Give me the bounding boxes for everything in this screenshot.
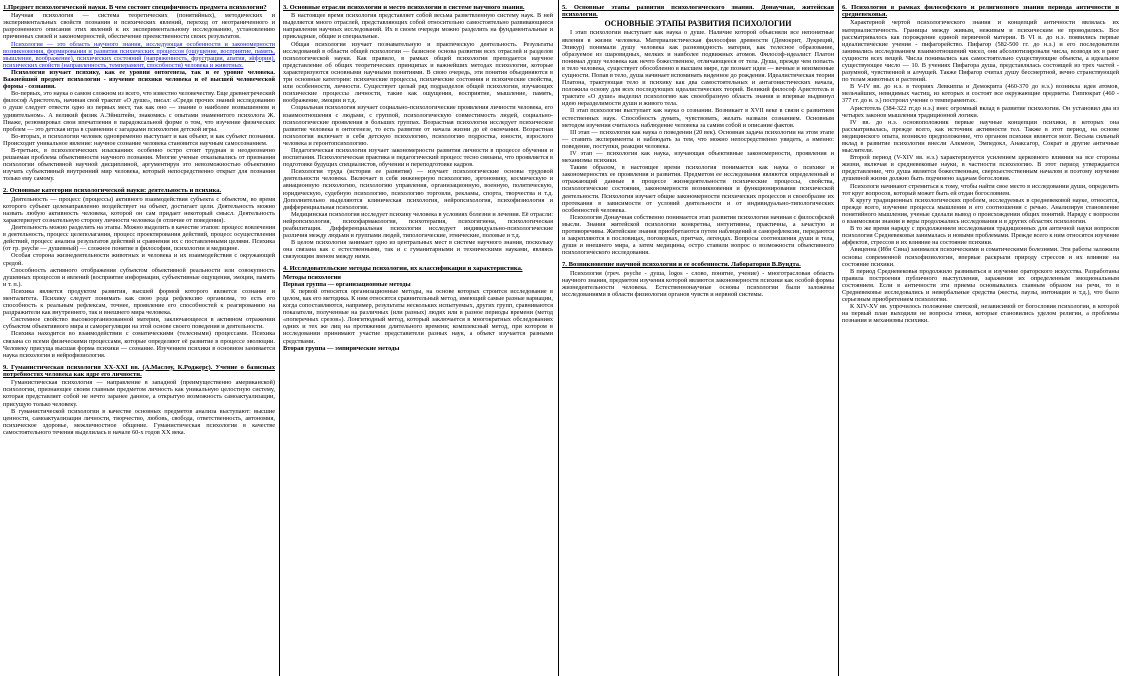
- paragraph: К кругу традиционных психологических проблем, исследуемых в средневековой науке, относятся, прежде всего, изучение процесса мышления и его соотношения с речью. Анализируя становление понятийного мышления, ученые сделали вывод о происхождении общих понятий. Наряду с вопросом о взаимосвязи знания и веры продолжались исследования и в других областях психологии.: [842, 196, 1119, 226]
- section-heading: 6. Психология в рамках философского и религиозного знания периода античности и средневековья.: [842, 4, 1119, 19]
- subheading: Вторая группа — эмпирические методы: [283, 344, 400, 352]
- paragraph: Системное свойство высокоорганизованной материи, заключающееся в активном отражении субъектом объективного мира и саморегуляции на этой основе своего поведения и деятельности.: [3, 316, 275, 331]
- text-column-1: [3, 4, 275, 672]
- section-heading: 9. Гуманистическая психология ХХ-ХХI вв. (А.Маслоу, К.Роджерс). Учение о базисных потребностях человека как ядре его личности.: [3, 363, 275, 379]
- paragraph: В-третьих, в психологических изысканиях особенно остро стоит трудная и неоднозначно решаемая проблема объективности научного познания. Многие ученые отказывались от признания психологии объективной научной дисциплиной, аргументируя это невозможностью объективно изучать субъективный внутренний мир человека, который непосредственно открыт для познания только ему самому.: [3, 146, 275, 183]
- paragraph: Педагогическая психология изучает закономерности развития личности в процессе обучения и воспитания. Психологическая практика и педагогический процесс тесно связаны, что проявляется в подготовке будущих специалистов, обучении и переподготовке кадров.: [283, 146, 553, 169]
- paragraph: I этап психологии выступает как наука о душе. Наличие которой объясняли все непонятные явления в жизни человека. Материалистическая философия древности (Демокрит, Лукреций, Эпикур) понимали душу человека как разновидность материи, как телесное образование, образуемое из шаровидных, мелких и наиболее подвижных атомов. Философ-идеалист Платон понимал душу человека как нечто божественное, отличающееся от тела. Душа, прежде чем попасть в тело человека, существует обособленно в высшем мире, где познает идеи — вечные и неизменные сущности. Попав в тело, душа начинает вспоминать виденное до рождения. Идеалистическая теория Платона, трактующая тело и психику как два самостоятельных и антагонистических начала, положила основу для всех последующих идеалистических теорий. Великий философ Аристотель в трактате «О душе» выделил психологию как своеобразную область знания и впервые выдвинул идею неразделимости души и живого тела.: [562, 29, 834, 108]
- paragraph: III этап — психология как наука о поведении (20 век). Основная задача психологии на этом этапе — ставить эксперименты и наблюдать за тем, что можно непосредственно увидеть, а именно: поведение, поступки, реакции человека.: [562, 128, 834, 150]
- paragraph: В настоящее время психология представляет собой весьма разветвленную систему наук. В ней выделяется много отраслей, представляющих собой относительно самостоятельно развивающиеся направления научных исследований. Их в своем очереди можно разделить на фундаментальные и прикладные, общие и специальные.: [283, 12, 553, 41]
- paragraph: В целом психология занимает одно из центральных мест в системе научного знания, поскольку она связана как с естественными, так и с гуманитарными и техническими науками, являясь связующим звеном между ними.: [283, 239, 553, 261]
- paragraph: Во-вторых, в психологии человек одновременно выступает и как объект, и как субъект познания. Происходит уникальное явление: научное сознание человека становится научным самосознанием.: [3, 132, 275, 147]
- paragraph: Деятельность можно разделить на этапы. Можно выделить в качестве этапов: процесс вовлечения в деятельность, процесс целеполагания, процесс проектирования действий, процесс осуществления действий, процесс анализа результатов действий и сравнения их с поставленными целями. Психика (от гр. psyche — душевный) — сложное понятие в философии, психологии и медицине.: [3, 224, 275, 253]
- section-heading: 2. Основные категории психологической науки: деятельность и психика.: [3, 187, 222, 195]
- paragraph: В V-IV вв. до н.э. в теориях Левкиппа и Демокрита (460-370 до н.э.) возникла идея атомов, мельчайших, невидимых частиц, из которых и состоят все окружающие предметы. Гиппократ (460 - 377 гг. до н. э.) построил учение о темпераментах.: [842, 83, 1119, 105]
- paragraph: Авиценна (Ибн Сина) занимался психическими и соматическими болезнями. Эти работы заложили основы современной психофизиологии, впервые раскрыли природу стрессов и их влияние на состояние психики.: [842, 246, 1119, 268]
- paragraph: Общая психология изучает познавательную и практическую деятельность. Результаты исследований в области общей психологии — базисное основа развития всех отраслей и разделов психологической науки. Как правило, в рамках общей психологии преподается научное представление об общих теоретических принципах и важнейших методах психологии, которые характеризуются основными научными понятиями. В свою очередь, эти понятия объединяются в три основные категории: психические процессы, психические состояния и психические свойства, или особенности, личности. Существует целый ряд подразделов общей психологии, изучающих психические процессы личности, такие как ощущения, восприятие, мышление, память, воображение, эмоции и т.д.: [283, 40, 553, 105]
- text-column-2: [283, 4, 553, 672]
- text-column-4: [842, 4, 1119, 672]
- paragraph: IV этап — психология как наука, изучающая объективные закономерности, проявления и механизмы психики.: [562, 150, 834, 165]
- paragraph: В период Средневековья продолжило развиваться и изучение ораторского искусства. Разработаны правила построения публичного выступления, заражения их определенным эмоциональным состоянием. Если в античности эти приемы основывались главным образом на речи, то в Средневековье исследовались и невербальные средства (жесты, паузы, интонации и т.д.), что было серьезным приобретением психологии.: [842, 267, 1119, 304]
- paragraph: К XIV-XV вв. упрочилось положение светской, независимой от богословия психологии, в которой на первый план выходили не вопросы этики, которые становились уделом религии, а проблемы познания и механизмы психики.: [842, 303, 1119, 325]
- column-divider: [838, 0, 839, 676]
- column-divider: [558, 0, 559, 676]
- paragraph: Аристотель (384-322 гг.до н.э.) внес огромный вклад в развитие психологии. Он установил два из четырех законов мышления традиционной логики.: [842, 104, 1119, 119]
- paragraph: Социальная психология изучает социально-психологические проявления личности человека, его взаимоотношения с людьми, с группой, психологическую совместимость людей, социально-психологические проявления в больших группах. Возрастная психология исследует психическое развитие человека в онтогенезе, то есть развитие от начала жизни до её окончания. Возрастная психология включает в себя детскую психологию, психологию подростка, юности, взрослого человека и геронтопсихологию.: [283, 104, 553, 147]
- paragraph: Таким образом, в настоящее время психология понимается как наука о психике и закономерностях ее проявления и развития. Предметом ее исследования являются определенный и отражающий данные в процессе жизнедеятельности психические процессы, свойства, психологические состояния, закономерности возникновения и функционирования психической деятельности. Психология изучает общие закономерности психических процессов и своеобразие их протекания в зависимости от условий деятельности и от индивидуально-типологических особенностей человека.: [562, 164, 834, 214]
- column-divider: [279, 0, 280, 676]
- paragraph: Способность активного отображения субъектом объективной реальности или совокупность душевных процессов и явлений (восприятие информации, субъективные ощущения, эмоции, память и т. п.).: [3, 266, 275, 288]
- paragraph: Деятельность — процесс (процессы) активного взаимодействия субъекта с объектом, во время которого субъект целенаправленно воздействует на объект, достигает цели. Деятельность можно назвать любую активность человека, которой он сам придает некоторый смысл. Деятельность характеризует сознательную сторону личности человека (в отличие от поведения).: [3, 195, 275, 224]
- section-heading: 1.Предмет психологической науки. В чем состоит специфичность предмета психологии?: [3, 4, 267, 11]
- subheading: Первая группа — организационные методы: [283, 280, 411, 288]
- paragraph: Психология Донаучная собственно понимается этап развития психологии начиная с философской мысли. Знания житейской психологии конкретны, интуитивны, практичны, а зачастую и противоречивы. Житейские знания приобретаются путем наблюдений и саморефлексии, передаются и закрепляются в пословицах, поговорках, притчах, легендах. Вопросы соотношения души и тела, души и внешнего мира, а затем медицины, остро ставили вопрос о возможности объективного психологического исследования.: [562, 213, 834, 257]
- paragraph: Особая сторона жизнедеятельности животных и человека и их взаимодействия с окружающей средой.: [3, 252, 275, 267]
- paragraph: В гуманистической психологии в качестве основных предметов анализа выступают: высшие ценности, самоактуализация личности, творчество, любовь, свобода, ответственность, автономия, психическое здоровье, межличностное общение. Гуманистическая психология в качестве самостоятельного течения выделилась в начале 60-х годов XX века.: [3, 407, 275, 436]
- paragraph: К первой относятся организационные методы, на основе которых строится исследование в целом, как его методика. К ним относятся сравнительный метод, имеющий самые разные вариации, когда сопоставляются, например, результаты нескольких испытуемых, других групп, сравниваются показатели, полученные на различных (или разных) людях или в разное периоды времени (метод «поперечных срезов»). Лонгитюдный метод, который заключается в многократных обследованиях одних и тех же лиц на протяжении длительного времени; комплексный метод, при котором в исследовании принимают участие представители разных наук, а объект изучается разными средствами.: [283, 287, 553, 345]
- paragraph: IV вв. до н.э. основоположник первые научные концепции психики, в которых она рассматривалась, прежде всего, как источник активности тел. Также в этот период, на основе медицинского опыта, возникло предположение, что органом психики является мозг. Весьма сильный вклад в развитие психологии внесли Алкмеон, Эмпедокл, Анаксагор, Сократ и другие античные мыслители.: [842, 118, 1119, 155]
- paragraph: Психология (греч. psyche - душа, logos - слово, понятие, учение) - многотрасловая область научного знания, предметом изучения которой являются закономерности психики как особой формы жизнедеятельности человека. Естественнонаучные основы психологии были заложены исследованиями в области физиологии органов чувств и нервной системы.: [562, 269, 834, 298]
- paragraph: Психика находится во взаимодействии с соматическими (телесными) процессами. Психика связана со всеми физическими процессами, которые определяют её развитие в процессе эволюции. Человеку присуща высшая форма психики — сознание. Изучением психики в основном занимается наука психология и нейрофизиология.: [3, 330, 275, 359]
- text-column-3: [562, 4, 834, 672]
- paragraph: Психика является продуктом развития, высшей формой которого является сознание и менталитета. Психику следует понимать как свою рода рефлексию организма, то есть его способность к реальным рефлексам, точнее, проявление его способностей к реагированию на раздражители как внутреннего, так и внешнего мира человека.: [3, 287, 275, 317]
- paragraph: В то же время наряду с продолжением исследования традиционных для античной науки вопросов психология Средневековья занималась и новыми проблемами. Прежде всего к ним относятся изучение аффектов, стрессов и их влияние на состояние психики.: [842, 225, 1119, 247]
- subheading: Методы психологии: [283, 273, 341, 281]
- paragraph: Медицинская психология исследует психику человека в условиях болезни и лечения. Её отрасли: нейропсихология, психофармакология, психотерапия, психогигиена, психологическая реабилитация. Дифференциальная психология исследует индивидуально-психологические различия между людьми и группами людей, типологические, этнические, половые и т.д.: [283, 210, 553, 240]
- paragraph: Во-первых, это наука о самом сложном из всего, что известно человечеству. Еще древнегреческий философ Аристотель, начиная свой трактат «О душе», писал: «Среди прочих знаний исследованию о душе следует отвести одно из первых мест, так как оно — знание о наиболее возвышенном и удивительном». А великий физик А.Эйнштейн, знакомясь с опытами знаменитого психолога Ж. Пиаже, резюмировал свои впечатления в парадоксальной форме о том, что изучение физических проблем — это детская игра в сравнении с загадками психологии детской игры.: [3, 90, 275, 133]
- paragraph: Психология изучает психику, как ее уровни онтогенеза, так и ее уровне человека. Важнейший предмет психологии - изучение психики человека и её высшей человеческой формы - сознания.: [3, 68, 275, 91]
- section-heading: 5. Основные этапы развития психологического знания. Донаучная, житейская психология.: [562, 4, 834, 19]
- paragraph: II этап психологии выступает как наука о сознании. Возникает в XVII веке в связи с развитием естественных наук. Способность думать, чувствовать, желать назвали сознанием. Основным методом изучения считалось наблюдение человека за самим собой и описание фактов.: [562, 107, 834, 129]
- paragraph: Научная психология — система теоретических (понятийных), методических и экспериментальных свойств познания и психических явлений, переход от неотраниченного и разрозненного описания этих явлений к их экспериментальному исследованию, установлению причинных связей и закономерностей, обеспечение преемственности своих результатов.: [3, 12, 275, 41]
- section-heading: 7. Возникновение научной психологии и ее особенности. Лаборатория В.Вундта.: [562, 261, 801, 269]
- paragraph: Второй период (V-XIV вв. н.э.) характеризуется усилением церковного влияния на все стороны жизни, включая и средневековые науки, в частности психологию. В этот период утверждается представление, что душа является божественным, сверхъестественным началом и поэтому изучение душевной жизни должно быть подчинено задачам богословия.: [842, 154, 1119, 183]
- paragraph: Психологи начинают стремиться к тому, чтобы найти свое место в исследовании души, определить тот круг вопросов, который может быть ей отдан богословием.: [842, 182, 1119, 197]
- section-heading: 4. Исследовательские методы психологии, их классификация и характеристика.: [283, 265, 523, 273]
- paragraph: Характерной чертой психологического знания и концепций античности являлась их материалистичность. Границы между живым, неживым и психическим не проводились. Все рассматривалось как порождение единой первичной материи. В VI в. до н.э. появились первые идеалистические учения - пифагорейство. Пифагор (582-500 гг. до н.э.) и его последователи занимались исследованием взаимоотношений чисел, они абсолютизировали числа, возводя их в ранг сущности всех вещей. Числа понимались как самостоятельно существующие объекты, а идеальное существующее число — 10. В учениях Пифагора душа, представлялась состоящей из трех частей - разумной, чувственной и алчущей. Также Пифагор считал душу бессмертной, вечно странствующей по телам животных и растений.: [842, 19, 1119, 84]
- paragraph: Психология — это область научного знания, исследующая особенности и закономерности возникновения, формирования и развития психических процессов (ощущение, восприятие, память, мышление, воображение), психических состояний (напряженность, фрустрация, апатия, эйфория), психических свойств (направленность, темперамент, способности) человека и животных.: [3, 40, 275, 69]
- paragraph: Гуманистическая психология — направление в западной (преимущественно американской) психологии, признающее своим главным предметом личность как уникальную целостную систему, которая представляет собой не нечто заранее данное, а открытую возможность самоактуализации, присущую только человеку.: [3, 379, 275, 408]
- section-heading: 3. Основные отрасли психологии и место психологии в системе научного знания.: [283, 4, 525, 11]
- paragraph: Психология труда (история ее развития) — изучает психологические основы трудовой деятельности человека. Включает в себя инженерную психологию, эргономику, космическую и авиационную психологию, психологию управления, организационную, военную, политическую, юридическую, судебную психологию, психологию торговли, рекламы, спорта, творчества и т.д. Дополнительно выделяются клиническая психология, нейропсихология, психофизиология и дифференциальная психология.: [283, 168, 553, 211]
- section-title: ОСНОВНЫЕ ЭТАПЫ РАЗВИТИЯ ПСИХОЛОГИИ: [604, 19, 792, 29]
